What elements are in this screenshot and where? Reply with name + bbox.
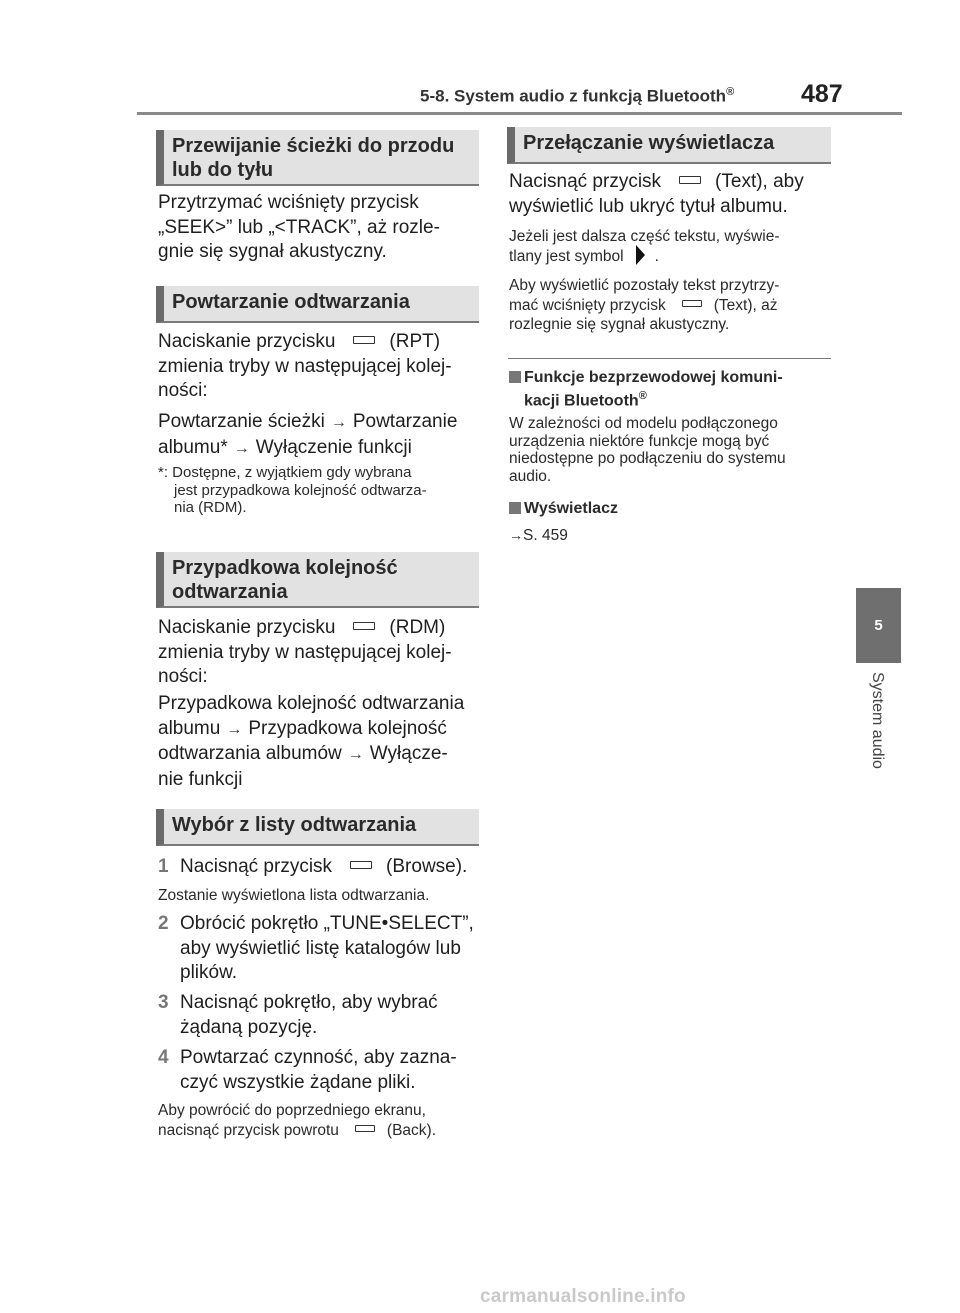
registered-mark: ® bbox=[726, 86, 735, 98]
rpt-button-icon bbox=[353, 336, 375, 344]
seek-paragraph: Przytrzymać wciśnięty przycisk „SEEK>” lub „<TRACK”, aż rozle- gnie się sygnał akustyczny. bbox=[158, 192, 440, 262]
page-number: 487 bbox=[801, 80, 843, 108]
square-bullet-icon bbox=[509, 371, 521, 383]
arrow-right-icon: → bbox=[347, 746, 364, 763]
text-button-icon bbox=[679, 176, 701, 184]
display-switch-note-2: Aby wyświetlić pozostały tekst przytrzy- mać wciśnięty przycisk (Text), aż rozlegnie się sygnał akustyczny. bbox=[509, 277, 780, 333]
more-text-symbol-icon bbox=[636, 245, 645, 265]
divider bbox=[508, 358, 831, 359]
repeat-paragraph: Naciskanie przycisku (RPT) zmienia tryby w następującej kolej- ności: bbox=[158, 331, 452, 401]
arrow-right-icon: → bbox=[330, 414, 347, 431]
info-heading-display: Wyświetlacz bbox=[509, 500, 618, 518]
step-2: 2 Obrócić pokrętło „TUNE•SELECT”, aby wyświetlić listę katalogów lub plików. bbox=[158, 913, 474, 983]
arrow-right-icon: → bbox=[509, 527, 523, 543]
back-button-icon bbox=[355, 1125, 375, 1132]
step-4: 4 Powtarzać czynność, aby zazna- czyć wszystkie żądane pliki. bbox=[158, 1047, 457, 1093]
info-bluetooth-paragraph: W zależności od modelu podłączonego urządzenia niektóre funkcje mogą być niedostępne po podłączeniu do systemu audio. bbox=[509, 415, 786, 485]
arrow-right-icon: → bbox=[233, 439, 250, 457]
chapter-number: 5 bbox=[874, 617, 883, 634]
rdm-button-icon bbox=[353, 622, 375, 630]
header-rule bbox=[137, 112, 902, 115]
watermark: carmanualsonline.info bbox=[480, 1286, 686, 1307]
step-1: 1 Nacisnąć przycisk (Browse). bbox=[158, 856, 468, 877]
page-reference-link[interactable]: →S. 459 bbox=[509, 527, 568, 544]
repeat-footnote: *: Dostępne, z wyjątkiem gdy wybrana jest przypadkowa kolejność odtwarza- nia (RDM). bbox=[158, 464, 427, 516]
random-paragraph: Naciskanie przycisku (RDM) zmienia tryby w następującej kolej- ności: bbox=[158, 617, 452, 687]
browse-button-icon bbox=[350, 861, 372, 869]
section-heading-display-switch: Przełączanie wyświetlacza bbox=[507, 127, 831, 164]
section-heading-playlist: Wybór z listy odtwarzania bbox=[156, 809, 479, 846]
section-heading-random: Przypadkowa kolejność odtwarzania bbox=[156, 552, 479, 608]
back-note: Aby powrócić do poprzedniego ekranu, nacisnąć przycisk powrotu (Back). bbox=[158, 1102, 437, 1139]
chapter-label: System audio bbox=[869, 672, 886, 769]
text-button-icon bbox=[682, 300, 702, 307]
chapter-tab[interactable] bbox=[856, 588, 901, 663]
step-3: 3 Nacisnąć pokrętło, aby wybrać żądaną pozycję. bbox=[158, 992, 438, 1038]
arrow-right-icon: → bbox=[226, 720, 243, 738]
display-switch-note-1: Jeżeli jest dalsza część tekstu, wyświe- tlany jest symbol . bbox=[509, 228, 780, 265]
display-switch-paragraph: Nacisnąć przycisk (Text), aby wyświetlić lub ukryć tytuł albumu. bbox=[509, 171, 804, 217]
square-bullet-icon bbox=[509, 502, 521, 514]
running-header: 5-8. System audio z funkcją Bluetooth® bbox=[420, 86, 735, 106]
section-heading-seek: Przewijanie ścieżki do przodu lub do tyłu bbox=[156, 130, 479, 186]
section-heading-repeat: Powtarzanie odtwarzania bbox=[156, 286, 479, 323]
repeat-sequence: Powtarzanie ścieżki → Powtarzanie albumu* → Wyłączenie funkcji bbox=[158, 410, 457, 461]
info-heading-bluetooth: Funkcje bezprzewodowej komuni- kacji Bluetooth® bbox=[509, 368, 783, 410]
random-sequence: Przypadkowa kolejność odtwarzania albumu → Przypadkowa kolejność odtwarzania albumów → Wyłącze- nie funkcji bbox=[158, 693, 465, 790]
step-1-note: Zostanie wyświetlona lista odtwarzania. bbox=[158, 887, 430, 904]
